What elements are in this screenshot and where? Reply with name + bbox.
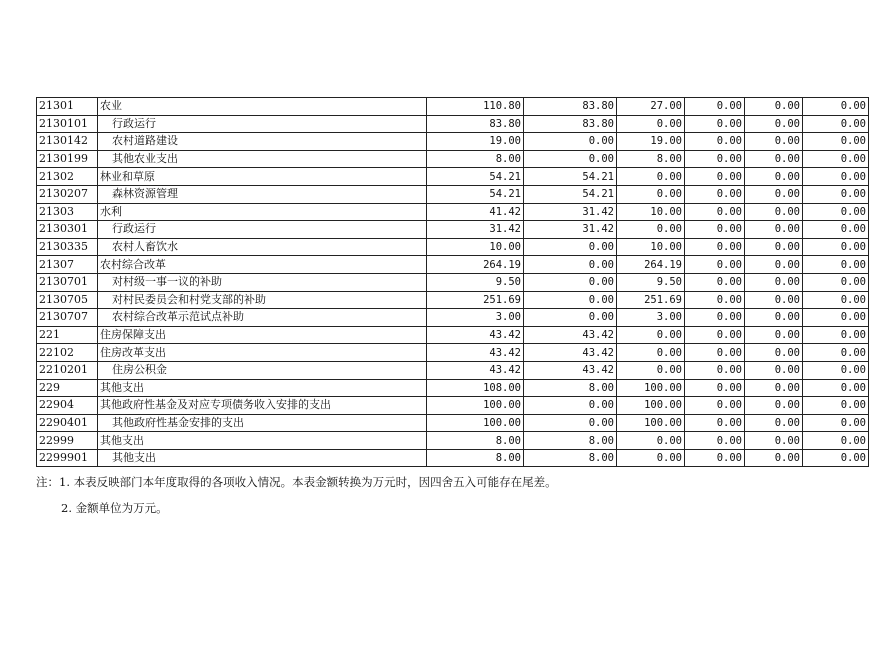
table-row	[37, 309, 869, 327]
amount-cell: 0.00	[685, 291, 745, 309]
subject-name-cell: 其他支出	[98, 432, 427, 450]
subject-name-cell: 其他政府性基金及对应专项债务收入安排的支出	[98, 397, 427, 415]
subject-code-cell: 22904	[37, 397, 98, 415]
subject-name-cell: 其他支出	[98, 449, 427, 467]
table-row	[37, 397, 869, 415]
subject-name-cell: 农村道路建设	[98, 133, 427, 151]
amount-cell: 0.00	[745, 203, 803, 221]
amount-cell: 0.00	[617, 185, 685, 203]
revenue-table	[36, 97, 869, 467]
amount-cell: 43.42	[524, 326, 617, 344]
amount-cell: 0.00	[745, 115, 803, 133]
amount-cell: 9.50	[427, 273, 524, 291]
amount-cell: 54.21	[524, 168, 617, 186]
amount-cell: 0.00	[685, 344, 745, 362]
subject-name-cell: 水利	[98, 203, 427, 221]
amount-cell: 0.00	[685, 397, 745, 415]
subject-name-cell: 农村人畜饮水	[98, 238, 427, 256]
subject-name-cell: 其他支出	[98, 379, 427, 397]
amount-cell: 0.00	[803, 150, 869, 168]
amount-cell: 0.00	[803, 326, 869, 344]
amount-cell: 110.80	[427, 98, 524, 116]
amount-cell: 0.00	[803, 344, 869, 362]
amount-cell: 0.00	[803, 273, 869, 291]
amount-cell: 3.00	[617, 309, 685, 327]
amount-cell: 251.69	[427, 291, 524, 309]
amount-cell: 0.00	[803, 133, 869, 151]
amount-cell: 54.21	[524, 185, 617, 203]
table-row	[37, 291, 869, 309]
subject-code-cell: 21303	[37, 203, 98, 221]
amount-cell: 31.42	[427, 221, 524, 239]
amount-cell: 0.00	[745, 221, 803, 239]
subject-code-cell: 2130101	[37, 115, 98, 133]
amount-cell: 8.00	[524, 449, 617, 467]
subject-code-cell: 2130707	[37, 309, 98, 327]
subject-code-cell: 2210201	[37, 361, 98, 379]
subject-code-cell: 2130335	[37, 238, 98, 256]
amount-cell: 8.00	[427, 150, 524, 168]
amount-cell: 0.00	[745, 133, 803, 151]
amount-cell: 0.00	[803, 361, 869, 379]
subject-code-cell: 21302	[37, 168, 98, 186]
amount-cell: 0.00	[617, 449, 685, 467]
amount-cell: 100.00	[427, 414, 524, 432]
table-row	[37, 326, 869, 344]
amount-cell: 100.00	[427, 397, 524, 415]
amount-cell: 0.00	[685, 432, 745, 450]
amount-cell: 0.00	[685, 256, 745, 274]
amount-cell: 0.00	[685, 309, 745, 327]
amount-cell: 0.00	[685, 185, 745, 203]
amount-cell: 0.00	[745, 432, 803, 450]
subject-name-cell: 农村综合改革示范试点补助	[98, 309, 427, 327]
amount-cell: 264.19	[427, 256, 524, 274]
amount-cell: 54.21	[427, 185, 524, 203]
subject-name-cell: 对村民委员会和村党支部的补助	[98, 291, 427, 309]
amount-cell: 0.00	[685, 414, 745, 432]
amount-cell: 0.00	[617, 344, 685, 362]
amount-cell: 3.00	[427, 309, 524, 327]
amount-cell: 0.00	[685, 361, 745, 379]
amount-cell: 0.00	[745, 379, 803, 397]
amount-cell: 8.00	[427, 432, 524, 450]
subject-code-cell: 2290401	[37, 414, 98, 432]
amount-cell: 0.00	[685, 326, 745, 344]
table-row	[37, 344, 869, 362]
amount-cell: 100.00	[617, 397, 685, 415]
amount-cell: 0.00	[803, 432, 869, 450]
amount-cell: 10.00	[617, 238, 685, 256]
subject-code-cell: 2130207	[37, 185, 98, 203]
amount-cell: 0.00	[685, 150, 745, 168]
amount-cell: 0.00	[745, 361, 803, 379]
subject-name-cell: 对村级一事一议的补助	[98, 273, 427, 291]
amount-cell: 0.00	[685, 273, 745, 291]
table-row	[37, 115, 869, 133]
amount-cell: 0.00	[685, 115, 745, 133]
amount-cell: 0.00	[617, 221, 685, 239]
amount-cell: 19.00	[617, 133, 685, 151]
amount-cell: 0.00	[745, 185, 803, 203]
amount-cell: 0.00	[803, 256, 869, 274]
amount-cell: 0.00	[803, 115, 869, 133]
amount-cell: 43.42	[427, 344, 524, 362]
table-row	[37, 98, 869, 116]
amount-cell: 0.00	[524, 133, 617, 151]
subject-name-cell: 其他农业支出	[98, 150, 427, 168]
amount-cell: 0.00	[685, 168, 745, 186]
amount-cell: 0.00	[803, 379, 869, 397]
amount-cell: 0.00	[685, 238, 745, 256]
amount-cell: 0.00	[617, 361, 685, 379]
amount-cell: 0.00	[745, 397, 803, 415]
table-row	[37, 449, 869, 467]
amount-cell: 0.00	[617, 326, 685, 344]
table-row	[37, 150, 869, 168]
amount-cell: 0.00	[524, 414, 617, 432]
amount-cell: 108.00	[427, 379, 524, 397]
subject-name-cell: 农村综合改革	[98, 256, 427, 274]
amount-cell: 0.00	[803, 98, 869, 116]
amount-cell: 0.00	[803, 309, 869, 327]
amount-cell: 0.00	[524, 238, 617, 256]
amount-cell: 0.00	[803, 221, 869, 239]
subject-code-cell: 2130142	[37, 133, 98, 151]
subject-code-cell: 22102	[37, 344, 98, 362]
amount-cell: 0.00	[745, 291, 803, 309]
amount-cell: 0.00	[803, 238, 869, 256]
amount-cell: 31.42	[524, 203, 617, 221]
amount-cell: 0.00	[803, 203, 869, 221]
subject-name-cell: 住房保障支出	[98, 326, 427, 344]
amount-cell: 8.00	[524, 379, 617, 397]
subject-code-cell: 2130705	[37, 291, 98, 309]
subject-code-cell: 229	[37, 379, 98, 397]
amount-cell: 0.00	[745, 309, 803, 327]
table-row	[37, 414, 869, 432]
amount-cell: 0.00	[524, 397, 617, 415]
amount-cell: 0.00	[617, 115, 685, 133]
table-row	[37, 238, 869, 256]
amount-cell: 9.50	[617, 273, 685, 291]
amount-cell: 0.00	[685, 449, 745, 467]
amount-cell: 0.00	[524, 291, 617, 309]
subject-code-cell: 221	[37, 326, 98, 344]
amount-cell: 83.80	[524, 98, 617, 116]
amount-cell: 0.00	[745, 326, 803, 344]
subject-name-cell: 行政运行	[98, 115, 427, 133]
amount-cell: 0.00	[685, 98, 745, 116]
amount-cell: 43.42	[524, 361, 617, 379]
amount-cell: 41.42	[427, 203, 524, 221]
amount-cell: 0.00	[745, 449, 803, 467]
table-row	[37, 361, 869, 379]
subject-code-cell: 2130301	[37, 221, 98, 239]
amount-cell: 0.00	[745, 150, 803, 168]
amount-cell: 19.00	[427, 133, 524, 151]
table-row	[37, 185, 869, 203]
amount-cell: 0.00	[745, 256, 803, 274]
amount-cell: 0.00	[803, 185, 869, 203]
subject-code-cell: 2130199	[37, 150, 98, 168]
amount-cell: 0.00	[685, 133, 745, 151]
amount-cell: 100.00	[617, 379, 685, 397]
subject-code-cell: 21301	[37, 98, 98, 116]
amount-cell: 8.00	[617, 150, 685, 168]
amount-cell: 0.00	[745, 238, 803, 256]
amount-cell: 0.00	[617, 168, 685, 186]
table-row	[37, 432, 869, 450]
subject-code-cell: 21307	[37, 256, 98, 274]
amount-cell: 0.00	[617, 432, 685, 450]
table-row	[37, 273, 869, 291]
subject-code-cell: 2130701	[37, 273, 98, 291]
subject-name-cell: 住房公积金	[98, 361, 427, 379]
amount-cell: 251.69	[617, 291, 685, 309]
note-2: 2. 金额单位为万元。	[61, 501, 168, 515]
amount-cell: 27.00	[617, 98, 685, 116]
subject-name-cell: 住房改革支出	[98, 344, 427, 362]
amount-cell: 0.00	[745, 98, 803, 116]
amount-cell: 100.00	[617, 414, 685, 432]
table-row	[37, 256, 869, 274]
amount-cell: 0.00	[524, 273, 617, 291]
amount-cell: 264.19	[617, 256, 685, 274]
amount-cell: 0.00	[745, 414, 803, 432]
table-body	[37, 98, 869, 467]
amount-cell: 83.80	[524, 115, 617, 133]
subject-name-cell: 森林资源管理	[98, 185, 427, 203]
subject-name-cell: 行政运行	[98, 221, 427, 239]
amount-cell: 43.42	[524, 344, 617, 362]
table-row	[37, 133, 869, 151]
amount-cell: 0.00	[524, 256, 617, 274]
amount-cell: 0.00	[745, 168, 803, 186]
amount-cell: 0.00	[685, 379, 745, 397]
subject-name-cell: 林业和草原	[98, 168, 427, 186]
table-row	[37, 221, 869, 239]
amount-cell: 43.42	[427, 361, 524, 379]
amount-cell: 0.00	[524, 309, 617, 327]
notes	[36, 474, 557, 516]
amount-cell: 10.00	[427, 238, 524, 256]
table-row	[37, 203, 869, 221]
amount-cell: 8.00	[524, 432, 617, 450]
amount-cell: 0.00	[803, 168, 869, 186]
subject-code-cell: 22999	[37, 432, 98, 450]
amount-cell: 0.00	[803, 449, 869, 467]
subject-name-cell: 其他政府性基金安排的支出	[98, 414, 427, 432]
amount-cell: 0.00	[685, 203, 745, 221]
amount-cell: 0.00	[745, 344, 803, 362]
amount-cell: 0.00	[803, 397, 869, 415]
subject-name-cell: 农业	[98, 98, 427, 116]
note-1: 注：1. 本表反映部门本年度取得的各项收入情况。本表金额转换为万元时，因四舍五入可能存在尾差。	[36, 475, 557, 489]
table-row	[37, 379, 869, 397]
amount-cell: 0.00	[524, 150, 617, 168]
amount-cell: 54.21	[427, 168, 524, 186]
subject-code-cell: 2299901	[37, 449, 98, 467]
amount-cell: 0.00	[803, 414, 869, 432]
amount-cell: 31.42	[524, 221, 617, 239]
table-row	[37, 168, 869, 186]
amount-cell: 10.00	[617, 203, 685, 221]
amount-cell: 0.00	[685, 221, 745, 239]
amount-cell: 0.00	[803, 291, 869, 309]
amount-cell: 43.42	[427, 326, 524, 344]
amount-cell: 8.00	[427, 449, 524, 467]
amount-cell: 0.00	[745, 273, 803, 291]
amount-cell: 83.80	[427, 115, 524, 133]
